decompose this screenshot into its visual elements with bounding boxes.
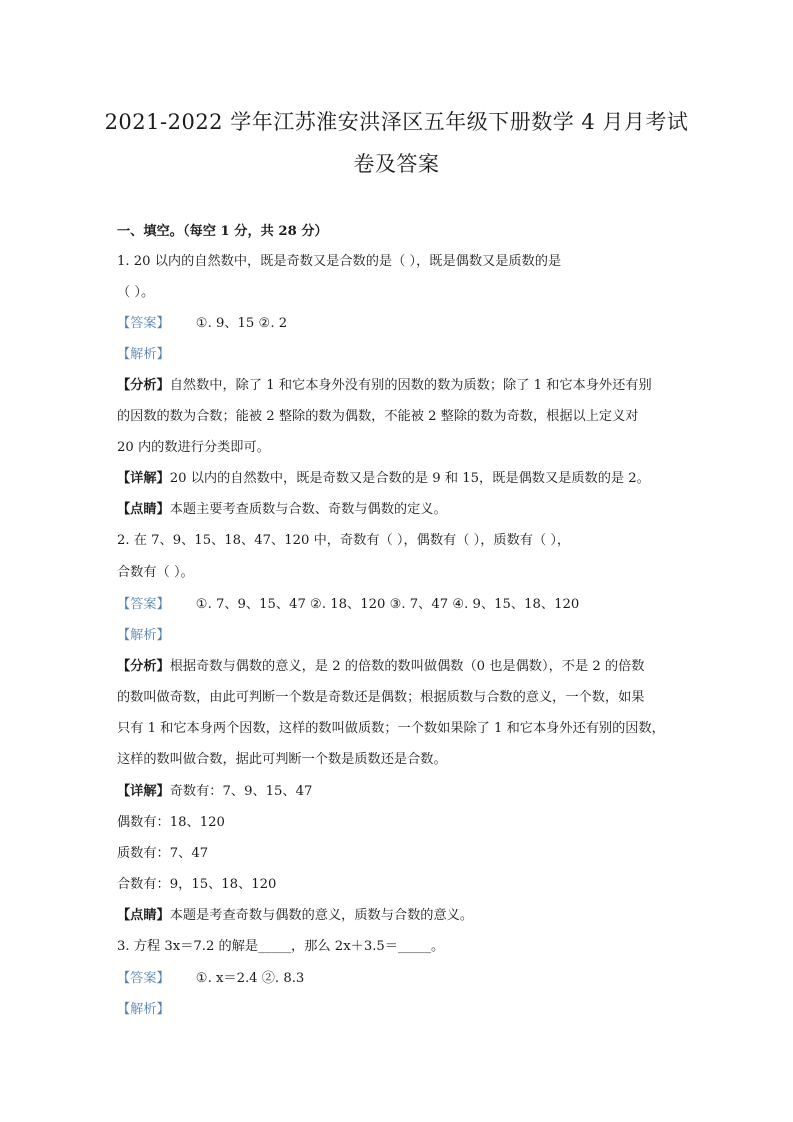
question-2-comment [117,904,473,923]
comment-text: 本题主要考查质数与合数、奇数与偶数的定义。 [169,502,447,517]
question-1-detail [117,467,650,486]
question-1-fenxi-line2: 的因数的数为合数；能被 2 整除的数为偶数，不能被 2 整除的数为奇数，根据以上定义对 [117,409,639,424]
question-1-stem-line1: 1. 20 以内的自然数中，既是奇数又是合数的是（ ），既是偶数又是质数的是 [117,254,562,269]
detail-label: 【详解】 [117,784,170,799]
question-1-answer [117,312,287,331]
fenxi-label: 【分析】 [117,378,170,393]
fenxi-text: 自然数中，除了 1 和它本身外没有别的因数的数为质数；除了 1 和它本身外还有别 [169,378,652,393]
question-3-stem: 3. 方程 3x＝7.2 的解是_____，那么 2x＋3.5＝_____。 [117,939,445,954]
question-2-detail-line1 [117,780,312,799]
comment-label: 【点睛】 [117,908,170,923]
answer-value: ①. 7、9、15、47 ②. 18、120 ③. 7、47 ④. 9、15、18、120 [195,597,580,612]
detail-text: 奇数有：7、9、15、47 [169,784,313,799]
answer-label: 【答案】 [117,597,170,612]
analysis-label: 【解析】 [117,1002,170,1017]
comment-text: 本题是考查奇数与偶数的意义，质数与合数的意义。 [169,908,474,923]
question-2-detail-line3: 质数有：7、47 [117,846,209,861]
question-2-answer [117,593,579,612]
section-heading: 一、填空。（每空 1 分，共 28 分） [117,224,328,239]
answer-value: ①. x＝2.4 ②. 8.3 [195,971,305,986]
question-1-stem-line2: （ ）。 [117,285,155,300]
question-2-fenxi-line4: 这样的数叫做合数，据此可判断一个数是质数还是合数。 [117,752,447,767]
question-2-fenxi-line3: 只有 1 和它本身两个因数，这样的数叫做质数；一个数如果除了 1 和它本身外还有别的因数， [117,721,665,736]
question-2-fenxi-line2: 的数叫做奇数，由此可判断一个数是奇数还是偶数；根据质数与合数的意义，一个数，如果 [117,690,645,705]
question-2-detail-line4: 合数有：9，15、18、120 [117,877,277,892]
fenxi-label: 【分析】 [117,659,170,674]
question-2-stem-line2: 合数有（ ）。 [117,565,194,580]
question-3-answer [117,967,304,986]
question-1-fenxi-line1 [117,374,652,393]
fenxi-text: 根据奇数与偶数的意义，是 2 的倍数的数叫做偶数（0 也是偶数），不是 2 的倍数 [169,659,645,674]
analysis-label: 【解析】 [117,628,170,643]
question-2-stem-line1: 2. 在 7、9、15、18、47、120 中，奇数有（ ），偶数有（ ），质数有（ ）， [117,533,571,548]
detail-label: 【详解】 [117,471,170,486]
question-1-comment [117,498,447,517]
document-title-line1: 2021-2022 学年江苏淮安洪泽区五年级下册数学 4 月月考试 [104,110,689,134]
question-1-fenxi-line3: 20 内的数进行分类即可。 [117,440,270,455]
analysis-label: 【解析】 [117,347,170,362]
question-2-fenxi-line1 [117,655,644,674]
detail-text: 20 以内的自然数中，既是奇数又是合数的是 9 和 15，既是偶数又是质数的是 2。 [169,471,650,486]
answer-value: ①. 9、15 ②. 2 [195,316,288,331]
comment-label: 【点睛】 [117,502,170,517]
answer-label: 【答案】 [117,971,170,986]
question-2-detail-line2: 偶数有：18、120 [117,815,225,830]
answer-label: 【答案】 [117,316,170,331]
document-title-line2: 卷及答案 [353,152,440,176]
